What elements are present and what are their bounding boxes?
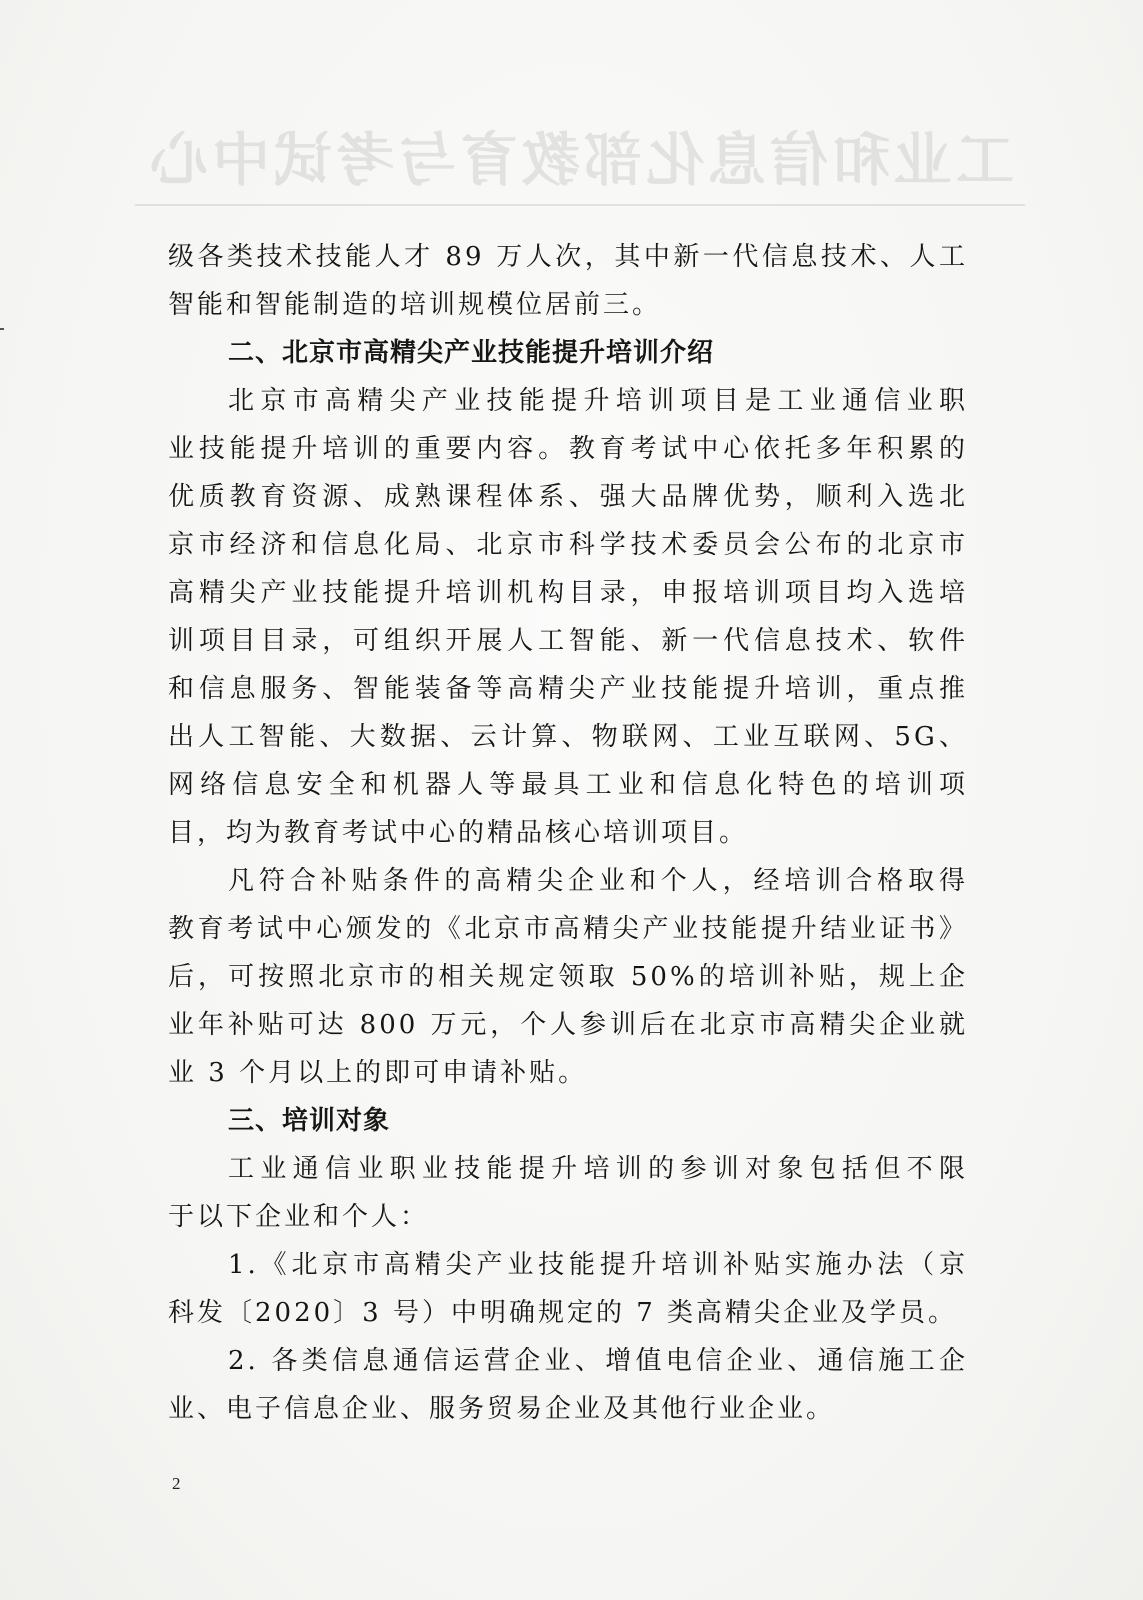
body-line: 业年补贴可达 800 万元，个人参训后在北京市高精尖企业就 [168, 1010, 968, 1040]
bleed-through-letterhead: 工业和信息化部教育与考试中心 [146, 126, 1015, 194]
body-line: 智能和智能制造的培训规模位居前三。 [168, 290, 662, 320]
body-line: 出人工智能、大数据、云计算、物联网、工业互联网、5G、 [168, 722, 968, 752]
section-heading: 三、培训对象 [228, 1106, 391, 1136]
letterhead-rule [135, 204, 1025, 206]
body-line: 优质教育资源、成熟课程体系、强大品牌优势，顺利入选北 [168, 482, 968, 512]
body-line: 于以下企业和个人： [168, 1202, 430, 1232]
binding-mark [0, 328, 4, 330]
body-line: 训项目目录，可组织开展人工智能、新一代信息技术、软件 [168, 626, 968, 656]
body-line: 京市经济和信息化局、北京市科学技术委员会公布的北京市 [168, 530, 968, 560]
body-line: 科发〔2020〕3 号）中明确规定的 7 类高精尖企业及学员。 [168, 1298, 958, 1328]
body-line: 工业通信业职业技能提升培训的参训对象包括但不限 [228, 1154, 968, 1184]
document-body [168, 233, 968, 1433]
body-line: 后，可按照北京市的相关规定领取 50%的培训补贴，规上企 [168, 962, 968, 992]
body-line: 业、电子信息企业、服务贸易企业及其他行业企业。 [168, 1394, 836, 1424]
body-line: 业技能提升培训的重要内容。教育考试中心依托多年积累的 [168, 434, 968, 464]
body-line: 网络信息安全和机器人等最具工业和信息化特色的培训项 [168, 770, 968, 800]
page-number: 2 [172, 1474, 181, 1493]
body-line: 凡符合补贴条件的高精尖企业和个人，经培训合格取得 [228, 866, 968, 896]
body-line: 北京市高精尖产业技能提升培训项目是工业通信业职 [228, 386, 968, 416]
body-line: 和信息服务、智能装备等高精尖产业技能提升培训，重点推 [168, 674, 968, 704]
body-line: 2. 各类信息通信运营企业、增值电信企业、通信施工企 [228, 1346, 968, 1376]
body-line: 级各类技术技能人才 89 万人次，其中新一代信息技术、人工 [168, 242, 968, 272]
body-line: 业 3 个月以上的即可申请补贴。 [168, 1058, 588, 1088]
section-heading: 二、北京市高精尖产业技能提升培训介绍 [228, 338, 715, 368]
body-line: 目，均为教育考试中心的精品核心培训项目。 [168, 818, 749, 848]
body-line: 1.《北京市高精尖产业技能提升培训补贴实施办法（京 [228, 1250, 968, 1280]
body-line: 教育考试中心颁发的《北京市高精尖产业技能提升结业证书》 [168, 914, 968, 944]
body-line: 高精尖产业技能提升培训机构目录，申报培训项目均入选培 [168, 578, 968, 608]
